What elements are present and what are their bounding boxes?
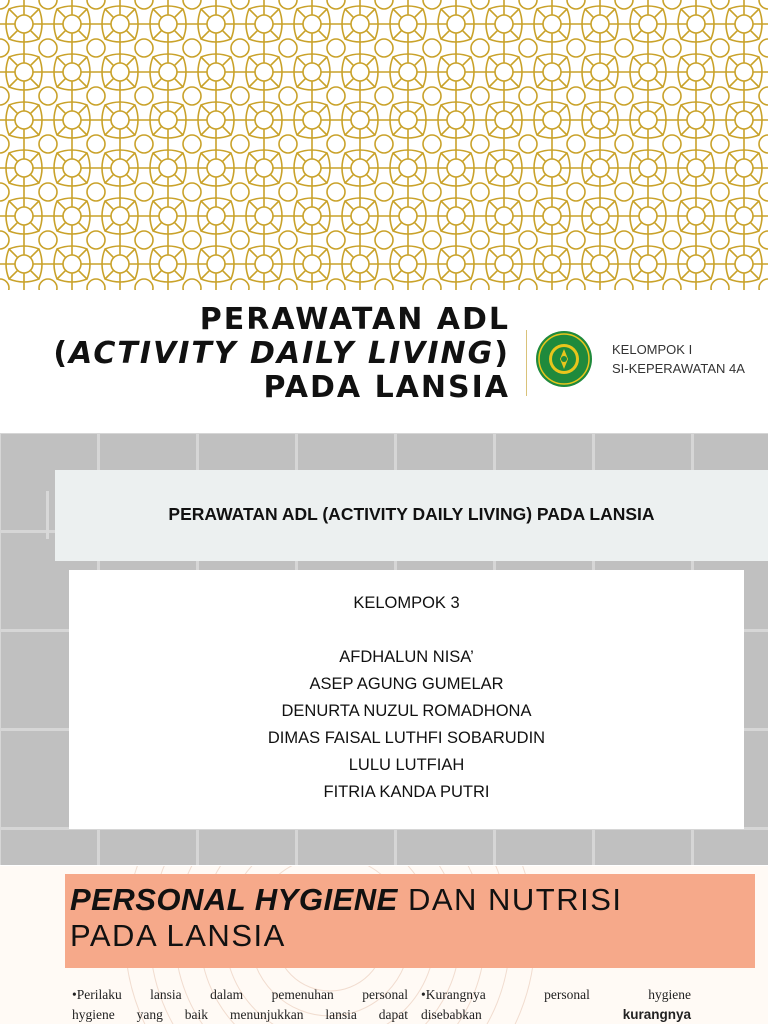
left-line-1: •Perilaku lansia dalam pemenuhan personal: [72, 987, 408, 1002]
body-column-left: [72, 985, 408, 1024]
group-line-1: KELOMPOK I: [612, 342, 693, 357]
member-item: DENURTA NUZUL ROMADHONA: [281, 702, 532, 720]
members-box: [69, 570, 744, 829]
member-item: AFDHALUN NISA’: [339, 648, 474, 666]
divider: [526, 330, 527, 396]
slide-members: [0, 433, 768, 865]
group-name: KELOMPOK 3: [353, 594, 460, 612]
slide-title: [0, 0, 768, 432]
right-line-2: [421, 1005, 691, 1024]
decorative-pattern: [0, 0, 768, 290]
right-word: hygiene: [648, 987, 691, 1002]
right-line-1: [421, 985, 691, 1005]
member-item: DIMAS FAISAL LUTHFI SOBARUDIN: [267, 729, 546, 747]
slide-hygiene: [0, 866, 768, 1024]
title-emphasis: PERSONAL HYGIENE: [70, 882, 398, 917]
members-text: [69, 590, 744, 806]
slide3-title: [70, 882, 623, 954]
title-italic: ACTIVITY DAILY LIVING: [69, 336, 495, 371]
right-word: disebabkan: [421, 1007, 482, 1022]
title-line-2: [53, 337, 510, 371]
group-line-2: SI-KEPERAWATAN 4A: [612, 361, 745, 376]
accent-bar: [46, 491, 49, 539]
right-word-bold: kurangnya: [622, 1007, 691, 1022]
title-line-1: [70, 882, 623, 918]
title-rest: DAN NUTRISI: [397, 882, 623, 917]
title-line-2: PADA LANSIA: [70, 918, 286, 953]
title-paren-close: ): [494, 336, 510, 371]
member-item: FITRIA KANDA PUTRI: [323, 783, 490, 801]
body-column-right: [421, 985, 691, 1024]
right-word: •Kurangnya: [421, 987, 486, 1002]
right-word: personal: [544, 987, 590, 1002]
slide2-title: PERAWATAN ADL (ACTIVITY DAILY LIVING) PADA LANSIA: [168, 504, 655, 524]
title-paren-open: (: [53, 336, 70, 371]
slide-title-text: [53, 303, 510, 405]
member-item: ASEP AGUNG GUMELAR: [309, 675, 504, 693]
title-box: [55, 470, 768, 561]
spacer: [69, 617, 744, 644]
left-line-2: hygiene yang baik menunjukkan lansia dapat: [72, 1007, 408, 1022]
university-logo: [535, 330, 593, 388]
member-item: LULU LUTFIAH: [348, 756, 465, 774]
title-line-1: PERAWATAN ADL: [199, 302, 510, 337]
title-line-3: PADA LANSIA: [263, 370, 510, 405]
group-info: [612, 340, 745, 378]
